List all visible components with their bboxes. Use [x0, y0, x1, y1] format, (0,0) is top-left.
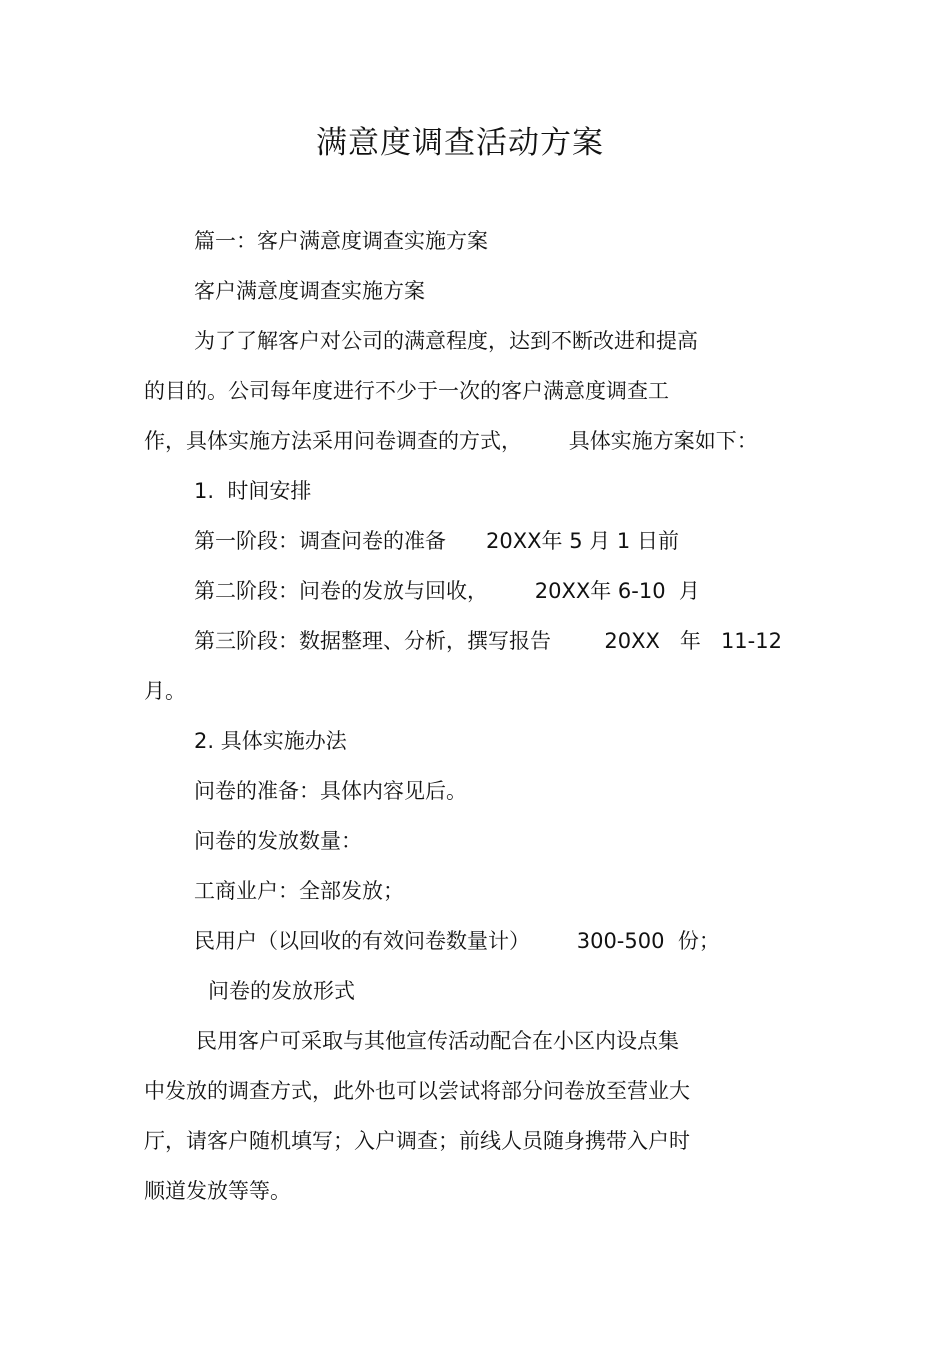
text-line: 作，具体实施方法采用问卷调查的方式， 具体实施方案如下：: [144, 429, 758, 453]
text-line: 工商业户：全部发放；: [194, 879, 404, 903]
text-line: 客户满意度调查实施方案: [194, 279, 425, 303]
text-line: 2. 具体实施办法: [194, 729, 347, 753]
text-line: 1. 时间安排: [194, 479, 312, 503]
text-line: 第二阶段：问卷的发放与回收， 20XX年 6-10 月: [194, 579, 700, 603]
text-line: 为了了解客户对公司的满意程度，达到不断改进和提高: [194, 329, 698, 353]
document-title: 满意度调查活动方案: [316, 125, 604, 161]
text-line: 民用户（以回收的有效问卷数量计） 300-500 份；: [194, 929, 720, 953]
text-line: 厅，请客户随机填写；入户调查；前线人员随身携带入户时: [144, 1129, 690, 1153]
text-line: 问卷的准备：具体内容见后。: [194, 779, 467, 803]
text-line: 第一阶段：调查问卷的准备 20XX年 5 月 1 日前: [194, 529, 679, 553]
text-line: 月。: [144, 679, 186, 703]
text-line: 民用客户可采取与其他宣传活动配合在小区内设点集: [196, 1029, 679, 1053]
text-line: 的目的。公司每年度进行不少于一次的客户满意度调查工: [144, 379, 669, 403]
text-line: 顺道发放等等。: [144, 1179, 291, 1203]
text-line: 篇一：客户满意度调查实施方案: [194, 229, 488, 253]
text-line: 第三阶段：数据整理、分析，撰写报告 20XX 年 11-12: [194, 629, 782, 653]
text-line: 问卷的发放数量：: [194, 829, 362, 853]
text-line: 问卷的发放形式: [208, 979, 355, 1003]
text-line: 中发放的调查方式，此外也可以尝试将部分问卷放至营业大: [144, 1079, 690, 1103]
